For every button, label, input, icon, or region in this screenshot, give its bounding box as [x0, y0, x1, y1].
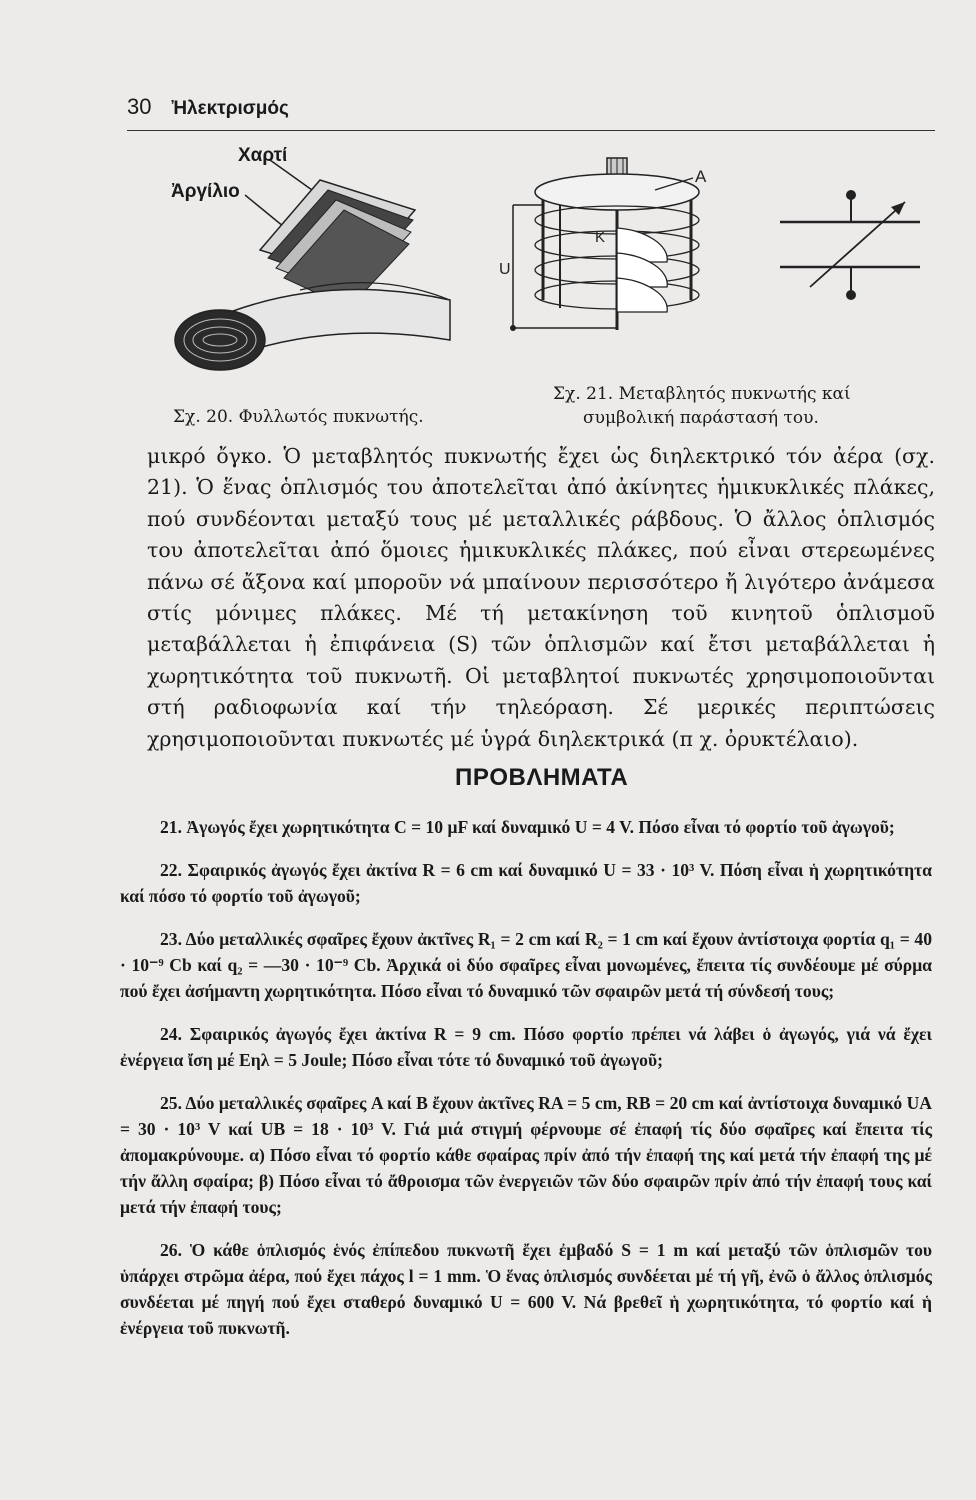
variable-capacitor-symbol — [775, 185, 925, 310]
problem-23: 23. Δύο μεταλλικές σφαῖρες ἔχουν ἀκτῖνες R₁ = 2 cm καί R₂ = 1 cm καί ἔχουν ἀντίστοιχα φορτία q₁ = 40 · 10⁻⁹ Cb καί q₂ = —30 · 10⁻⁹ Cb. Ἀρχικά οἱ δύο σφαῖρες εἶναι μονωμένες, ἔπειτα τίς συνδέουμε μέ σύρμα πού ἔχει ἀσήμαντη χωρητικότητα. Πόσο εἶναι τό δυναμικό τῶν σφαιρῶν μετά τή σύνδεσή τους; — [120, 929, 932, 1001]
page-header — [127, 94, 289, 120]
problem-25: 25. Δύο μεταλλικές σφαῖρες A καί B ἔχουν ἀκτῖνες RA = 5 cm, RB = 20 cm καί ἀντίστοιχα δυναμικό UA = 30 · 10³ V καί UB = 18 · 10³ V. Γιά μιά στιγμή φέρνουμε σέ ἐπαφή τίς δύο σφαῖρες καί ἔπειτα τίς ἀπομακρύνουμε. α) Πόσο εἶναι τό φορτίο κάθε σφαίρας πρίν ἀπό τήν ἐπαφή της καί μετά τήν ἐπαφή της μέ τήν ἄλλη σφαίρα; β) Πόσο εἶναι τό ἄθροισμα τῶν ἐνεργειῶν τῶν δύο σφαιρῶν πρίν ἀπό τήν ἐπαφή τους καί μετά τήν ἐπαφή τους; — [120, 1093, 932, 1217]
body-paragraph — [147, 441, 935, 755]
figure20-label-paper: Χαρτί — [238, 145, 288, 166]
problem-22: 22. Σφαιρικός ἀγωγός ἔχει ἀκτίνα R = 6 cm καί δυναμικό U = 33 · 10³ V. Πόση εἶναι ἡ χωρητικότητα καί πόσο τό φορτίο τοῦ ἀγωγοῦ; — [120, 860, 932, 906]
running-title: Ἠλεκτρισμός — [171, 98, 289, 119]
figure21-label-U: U — [499, 261, 511, 278]
page-number: 30 — [127, 94, 152, 119]
figure21-caption-line2: συμβολική παράστασή του. — [583, 408, 819, 428]
problems-heading: ΠΡΟΒΛΗΜΑΤΑ — [455, 764, 629, 791]
variable-capacitor-drawing — [495, 150, 720, 340]
rolled-capacitor-drawing — [150, 140, 480, 385]
figure20-label-foil: Ἀργίλιο — [171, 181, 240, 202]
figure21-caption-line1: Σχ. 21. Μεταβλητός πυκνωτής καί — [553, 384, 851, 404]
problems-list — [120, 814, 932, 1358]
figure21-label-A: A — [695, 167, 707, 186]
header-rule — [127, 130, 935, 131]
problem-26: 26. Ὁ κάθε ὁπλισμός ἑνός ἐπίπεδου πυκνωτῆ ἔχει ἐμβαδό S = 1 m καί μεταξύ τῶν ὁπλισμῶν του ὑπάρχει στρῶμα ἀέρα, πού ἔχει πάχος l = 1 mm. Ὁ ἕνας ὁπλισμός συνδέεται μέ τή γῆ, ἐνῶ ὁ ἄλλος ὁπλισμός συνδέεται μέ πηγή πού ἔχει σταθερό δυναμικό U = 600 V. Νά βρεθεῖ ἡ χωρητικότητα, τό φορτίο καί ἡ ἐνέργεια τοῦ πυκνωτῆ. — [120, 1240, 932, 1338]
figure20-caption: Σχ. 20. Φυλλωτός πυκνωτής. — [173, 407, 424, 427]
problem-21: 21. Ἀγωγός ἔχει χωρητικότητα C = 10 μF καί δυναμικό U = 4 V. Πόσο εἶναι τό φορτίο τοῦ ἀγωγοῦ; — [160, 817, 895, 837]
problem-24: 24. Σφαιρικός ἀγωγός ἔχει ἀκτίνα R = 9 cm. Πόσο φορτίο πρέπει νά λάβει ὁ ἀγωγός, γιά νά ἔχει ἐνέργεια ἴση μέ Eηλ = 5 Joule; Πόσο εἶναι τότε τό δυναμικό τοῦ ἀγωγοῦ; — [120, 1024, 932, 1070]
figure21-label-K: K — [595, 229, 606, 246]
body-text: μικρό ὄγκο. Ὁ μεταβλητός πυκνωτής ἔχει ὡς διηλεκτρικό τόν ἀέρα (σχ. 21). Ὁ ἕνας ὁπλισμός του ἀποτελεῖται ἀπό ἀκίνητες ἡμικυκλικές πλάκες, πού συνδέονται μεταξύ τους μέ μεταλλικές ράβδους. Ὁ ἄλλος ὁπλισμός του ἀποτελεῖται ἀπό ὅμοιες ἡμικυκλικές πλάκες, πού εἶναι στερεωμένες πάνω σέ ἄξονα καί μποροῦν νά μπαίνουν περισσότερο ἤ λιγότερο ἀνάμεσα στίς μόνιμες πλάκες. Μέ τή μετακίνηση τοῦ κινητοῦ ὁπλισμοῦ μεταβάλλεται ἡ ἐπιφάνεια (S) τῶν ὁπλισμῶν καί ἔτσι μεταβάλλεται ἡ χωρητικότητα τοῦ πυκνωτῆ. Οἱ μεταβλητοί πυκνωτές χρησιμοποιοῦνται στή ραδιοφωνία καί τήν τηλεόραση. Σέ μερικές περιπτώσεις χρησιμοποιοῦνται πυκνωτές μέ ὑγρά διηλεκτρικά (π χ. ὀρυκτέλαιο). — [147, 444, 935, 751]
